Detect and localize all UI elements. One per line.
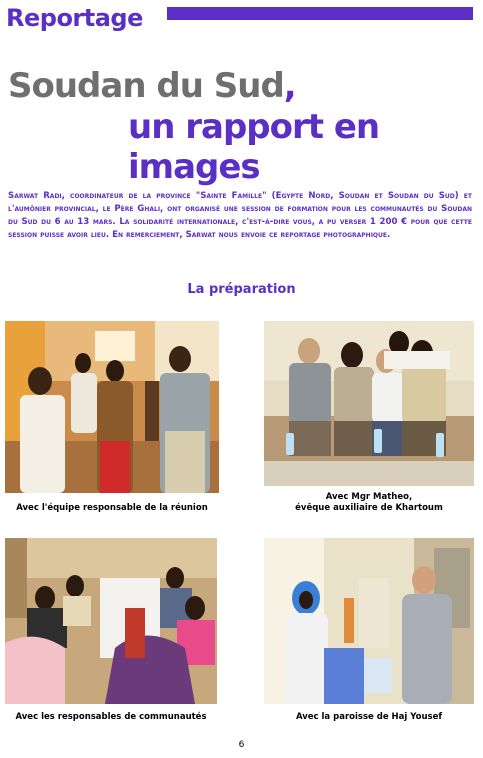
- title-line1-comma: ,: [283, 66, 296, 106]
- photo-team: [5, 321, 219, 493]
- page-number: 6: [238, 740, 245, 750]
- section-subheading: La préparation: [187, 282, 296, 297]
- photo-leaders: [5, 538, 217, 704]
- article-title-line1: [8, 66, 296, 106]
- intro-paragraph: Sarwat Radi, coordinateur de la province "Sainte Famille" (Egypte Nord, Soudan et Soudan du Sud) et l'aumônier provincial, le Père Ghali, ont organisé une session de formation pour les communautés du Soudan du Sud du 6 au 13 mars. La solidarité internationale, c'est-à-dire vous, a pu verser 1 200 € pour que cette session puisse avoir lieu. En remerciement, Sarwat nous envoie ce reportage photographique.: [8, 191, 472, 240]
- photo-bishop: [264, 321, 474, 486]
- photo-parish: [264, 538, 474, 704]
- section-label: Reportage: [6, 4, 143, 32]
- photo-bishop-caption-line2: évêque auxiliaire de Khartoum: [295, 503, 443, 513]
- photo-leaders-caption: Avec les responsables de communautés: [15, 712, 207, 722]
- photo-bishop-caption: [264, 492, 474, 514]
- photo-parish-caption: Avec la paroisse de Haj Yousef: [295, 712, 443, 722]
- title-line1-text: Soudan du Sud: [8, 66, 284, 106]
- article-title-line2: un rapport en images: [128, 107, 380, 187]
- photo-bishop-caption-line1: Avec Mgr Matheo,: [325, 492, 413, 502]
- photo-team-caption: Avec l'équipe responsable de la réunion: [16, 503, 208, 513]
- section-bar: [167, 7, 473, 20]
